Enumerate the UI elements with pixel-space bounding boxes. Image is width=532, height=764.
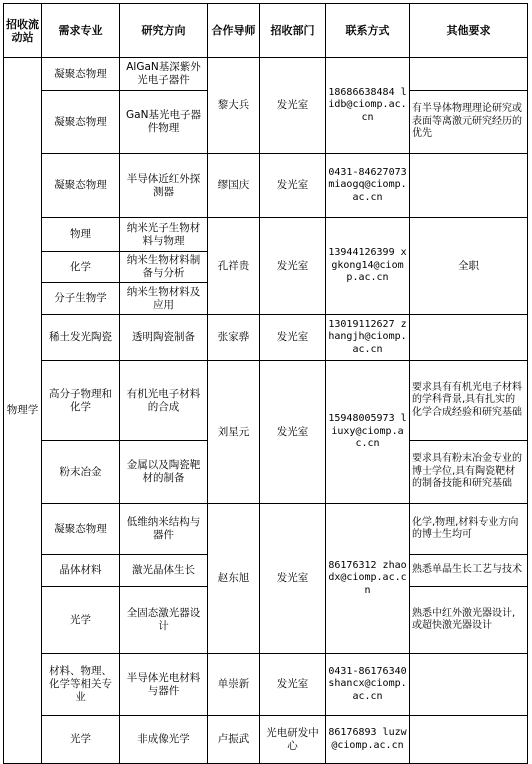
department-cell: 发光室 bbox=[260, 218, 326, 315]
header-contact: 联系方式 bbox=[326, 4, 410, 58]
table-row bbox=[4, 654, 528, 716]
contact-cell: 13019112627 zhangjh@ciomp.ac.cn bbox=[326, 315, 410, 361]
direction-cell: 激光晶体生长 bbox=[120, 555, 208, 587]
table-row bbox=[4, 716, 528, 764]
table-row bbox=[4, 154, 528, 218]
header-station: 招收流动站 bbox=[4, 4, 42, 58]
header-requirements: 其他要求 bbox=[410, 4, 528, 58]
requirement-cell bbox=[410, 58, 528, 91]
direction-cell: 金属以及陶瓷靶材的制备 bbox=[120, 441, 208, 504]
major-cell: 粉末冶金 bbox=[42, 441, 120, 504]
requirement-cell: 要求具有粉末冶金专业的博士学位,具有陶瓷靶材的制备技能和研究基础 bbox=[410, 441, 528, 504]
contact-cell: 13944126399 xgkong14@ciomp.ac.cn bbox=[326, 218, 410, 315]
header-department: 招收部门 bbox=[260, 4, 326, 58]
direction-cell: 全固态激光器设计 bbox=[120, 587, 208, 654]
major-cell: 晶体材料 bbox=[42, 555, 120, 587]
requirement-cell: 有半导体物理理论研究或表面等离激元研究经历的优先 bbox=[410, 91, 528, 154]
contact-cell: 0431-84627073 miaogq@ciomp.ac.cn bbox=[326, 154, 410, 218]
advisor-cell: 黎大兵 bbox=[208, 58, 260, 154]
major-cell: 高分子物理和化学 bbox=[42, 361, 120, 441]
department-cell: 发光室 bbox=[260, 654, 326, 716]
direction-cell: 有机光电子材料的合成 bbox=[120, 361, 208, 441]
requirement-cell: 熟悉单晶生长工艺与技术 bbox=[410, 555, 528, 587]
direction-cell: 半导体光电材料与器件 bbox=[120, 654, 208, 716]
direction-cell: 非成像光学 bbox=[120, 716, 208, 764]
department-cell: 发光室 bbox=[260, 361, 326, 504]
contact-cell: 86176893 luzw@ciomp.ac.cn bbox=[326, 716, 410, 764]
major-cell: 凝聚态物理 bbox=[42, 91, 120, 154]
major-cell: 物理 bbox=[42, 218, 120, 252]
direction-cell: AlGaN基深紫外光电子器件 bbox=[120, 58, 208, 91]
requirement-cell bbox=[410, 315, 528, 361]
advisor-cell: 张家骅 bbox=[208, 315, 260, 361]
department-cell: 发光室 bbox=[260, 504, 326, 654]
table-row bbox=[4, 315, 528, 361]
advisor-cell: 缪国庆 bbox=[208, 154, 260, 218]
major-cell: 凝聚态物理 bbox=[42, 504, 120, 555]
direction-cell: GaN基光电子器件物理 bbox=[120, 91, 208, 154]
advisor-cell: 赵东旭 bbox=[208, 504, 260, 654]
direction-cell: 纳米生物材料及应用 bbox=[120, 283, 208, 315]
department-cell: 光电研发中心 bbox=[260, 716, 326, 764]
recruitment-table bbox=[3, 3, 528, 764]
direction-cell: 低维纳米结构与器件 bbox=[120, 504, 208, 555]
contact-cell: 15948005973 liuxy@ciomp.ac.cn bbox=[326, 361, 410, 504]
major-cell: 光学 bbox=[42, 587, 120, 654]
requirement-cell: 要求具有有机光电子材料的学科背景,具有扎实的化学合成经验和研究基础 bbox=[410, 361, 528, 441]
requirement-cell bbox=[410, 654, 528, 716]
requirement-cell bbox=[410, 154, 528, 218]
department-cell: 发光室 bbox=[260, 315, 326, 361]
header-advisor: 合作导师 bbox=[208, 4, 260, 58]
requirement-cell: 化学,物理,材料专业方向的博士生均可 bbox=[410, 504, 528, 555]
major-cell: 材料、物理、化学等相关专业 bbox=[42, 654, 120, 716]
major-cell: 分子生物学 bbox=[42, 283, 120, 315]
table-row bbox=[4, 361, 528, 441]
table-row bbox=[4, 58, 528, 91]
major-cell: 化学 bbox=[42, 252, 120, 283]
direction-cell: 透明陶瓷制备 bbox=[120, 315, 208, 361]
direction-cell: 半导体近红外探测器 bbox=[120, 154, 208, 218]
table-row bbox=[4, 218, 528, 252]
advisor-cell: 卢振武 bbox=[208, 716, 260, 764]
requirement-cell bbox=[410, 716, 528, 764]
contact-cell: 18686638484 lidb@ciomp.ac.cn bbox=[326, 58, 410, 154]
direction-cell: 纳米生物材料制备与分析 bbox=[120, 252, 208, 283]
requirement-cell: 熟悉中红外激光器设计,或超快激光器设计 bbox=[410, 587, 528, 654]
major-cell: 凝聚态物理 bbox=[42, 58, 120, 91]
major-cell: 凝聚态物理 bbox=[42, 154, 120, 218]
station-cell: 物理学 bbox=[4, 58, 42, 764]
major-cell: 光学 bbox=[42, 716, 120, 764]
requirement-cell: 全职 bbox=[410, 218, 528, 315]
header-major: 需求专业 bbox=[42, 4, 120, 58]
department-cell: 发光室 bbox=[260, 58, 326, 154]
header-row bbox=[4, 4, 528, 58]
contact-cell: 86176312 zhaodx@ciomp.ac.cn bbox=[326, 504, 410, 654]
contact-cell: 0431-86176340 shancx@ciomp.ac.cn bbox=[326, 654, 410, 716]
direction-cell: 纳米光子生物材料与物理 bbox=[120, 218, 208, 252]
advisor-cell: 刘星元 bbox=[208, 361, 260, 504]
department-cell: 发光室 bbox=[260, 154, 326, 218]
advisor-cell: 孔祥贵 bbox=[208, 218, 260, 315]
advisor-cell: 单崇新 bbox=[208, 654, 260, 716]
table-row bbox=[4, 504, 528, 555]
header-direction: 研究方向 bbox=[120, 4, 208, 58]
major-cell: 稀土发光陶瓷 bbox=[42, 315, 120, 361]
